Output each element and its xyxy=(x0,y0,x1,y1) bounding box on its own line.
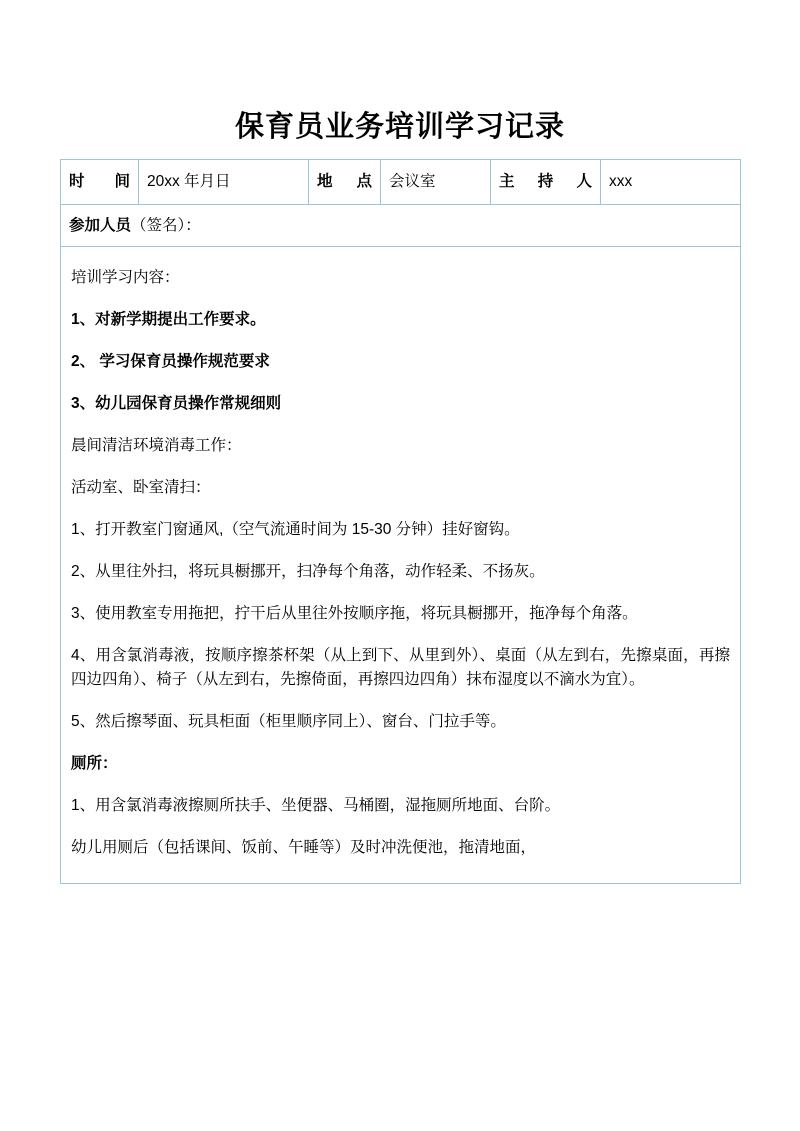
place-label: 地点 xyxy=(309,160,381,205)
table-row xyxy=(61,205,741,247)
time-label: 时 间 xyxy=(61,160,139,205)
content-paragraph: 3、使用教室专用拖把，拧干后从里往外按顺序拖，将玩具橱挪开，拖净每个角落。 xyxy=(71,605,638,623)
page-title: 保育员业务培训学习记录 xyxy=(234,111,565,143)
content-paragraph: 1、用含氯消毒液擦厕所扶手、坐便器、马桶圈，湿拖厕所地面、台阶。 xyxy=(71,797,561,815)
content-paragraph: 5、然后擦琴面、玩具柜面（柜里顺序同上）、窗台、门拉手等。 xyxy=(71,713,506,731)
content-cell xyxy=(61,247,741,884)
table-row xyxy=(61,160,741,205)
content-paragraph: 2、 学习保育员操作规范要求 xyxy=(71,353,270,371)
time-value: 20xx 年月日 xyxy=(139,160,309,205)
table-row xyxy=(61,247,741,884)
content-list xyxy=(71,257,730,869)
training-record-table xyxy=(60,159,741,884)
content-paragraph: 1、打开教室门窗通风,（空气流通时间为 15-30 分钟）挂好窗钩。 xyxy=(71,521,520,539)
attendees-cell xyxy=(61,205,741,247)
place-value: 会议室 xyxy=(381,160,491,205)
content-paragraph: 1、对新学期提出工作要求。 xyxy=(71,311,266,329)
content-paragraph: 3、幼儿园保育员操作常规细则 xyxy=(71,395,282,413)
content-paragraph: 4、用含氯消毒液，按顺序擦茶杯架（从上到下、从里到外）、桌面（从左到右，先擦桌面，再擦四边四角）、椅子（从左到右，先擦倚面，再擦四边四角）抹布湿度以不滴水为宜）。 xyxy=(71,647,730,689)
host-value: xxx xyxy=(601,160,741,205)
host-label: 主 持 人 xyxy=(491,160,601,205)
content-paragraph: 幼儿用厕后（包括课间、饭前、午睡等）及时冲洗便池，拖清地面， xyxy=(71,839,537,857)
attendees-label: 参加人员 xyxy=(69,217,132,234)
content-paragraph: 晨间清洁环境消毒工作： xyxy=(71,437,242,455)
attendees-note: （签名）： xyxy=(131,217,201,234)
content-paragraph: 厕所： xyxy=(71,755,118,773)
content-paragraph: 2、从里往外扫，将玩具橱挪开，扫净每个角落，动作轻柔、不扬灰。 xyxy=(71,563,545,581)
content-paragraph: 活动室、卧室清扫： xyxy=(71,479,211,497)
content-paragraph: 培训学习内容： xyxy=(71,269,180,287)
